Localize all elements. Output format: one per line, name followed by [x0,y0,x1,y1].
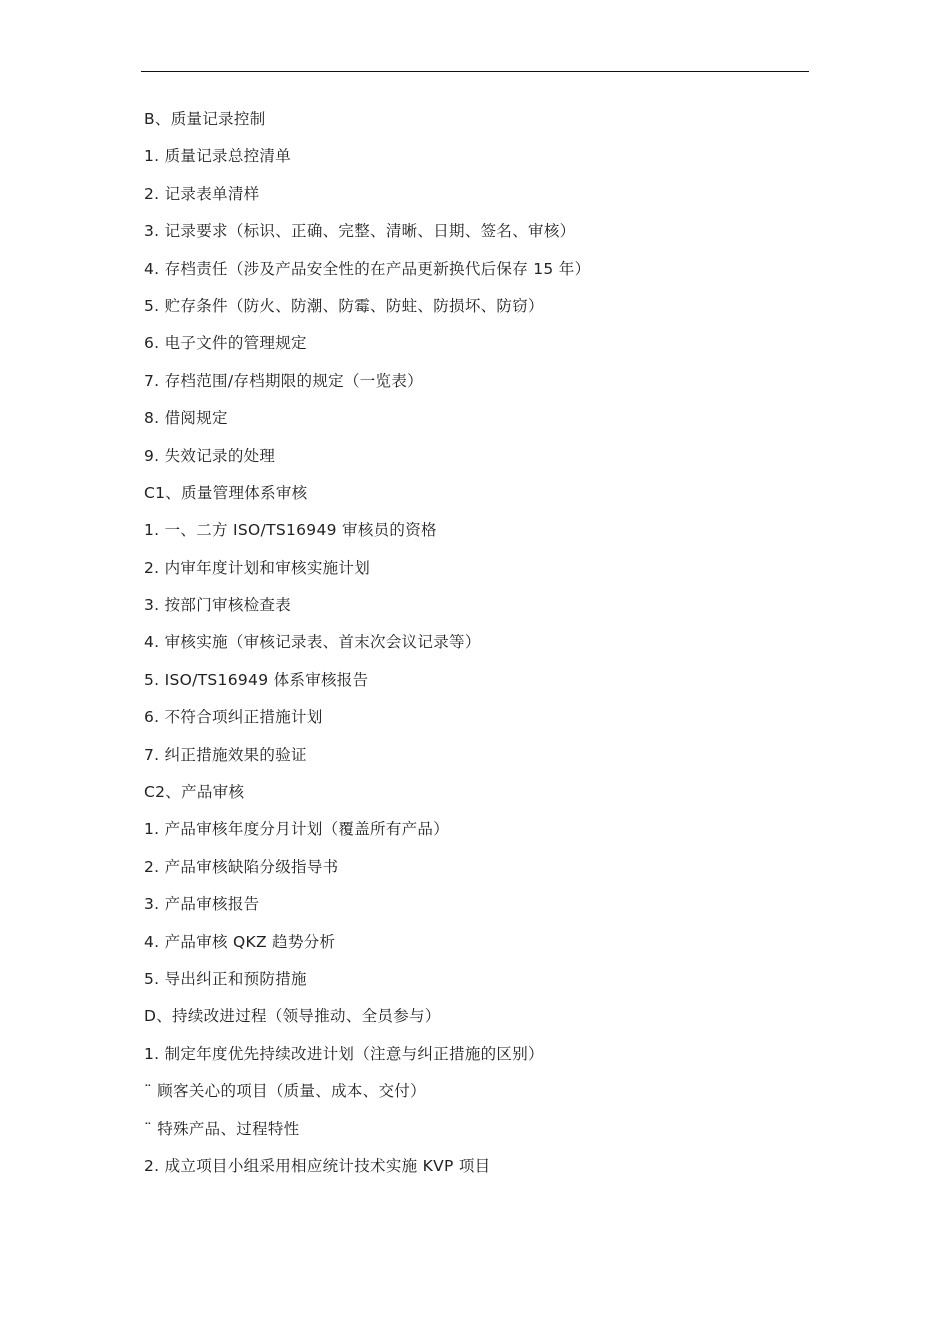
list-item: 1. 制定年度优先持续改进计划（注意与纠正措施的区别） [144,1044,544,1063]
bullet-item: ¨ 特殊产品、过程特性 [144,1119,300,1138]
list-item: 2. 记录表单清样 [144,184,260,203]
list-item: 3. 产品审核报告 [144,895,260,914]
list-item: 1. 一、二方 ISO/TS16949 审核员的资格 [144,521,437,540]
list-item: 3. 按部门审核检查表 [144,596,292,615]
list-item: 1. 产品审核年度分月计划（覆盖所有产品） [144,820,450,839]
list-item: 7. 存档范围/存档期限的规定（一览表） [144,371,423,390]
header-rule [141,71,809,72]
list-item: 1. 质量记录总控清单 [144,147,292,166]
list-item: 4. 产品审核 QKZ 趋势分析 [144,932,336,951]
section-heading-c2: C2、产品审核 [144,783,245,802]
list-item: 9. 失效记录的处理 [144,446,276,465]
list-item: 8. 借阅规定 [144,409,228,428]
list-item: 7. 纠正措施效果的验证 [144,745,307,764]
list-item: 5. ISO/TS16949 体系审核报告 [144,670,369,689]
list-item: 4. 存档责任（涉及产品安全性的在产品更新换代后保存 15 年） [144,259,591,278]
list-item: 2. 产品审核缺陷分级指导书 [144,857,339,876]
list-item: 5. 贮存条件（防火、防潮、防霉、防蛀、防损坏、防窃） [144,296,544,315]
section-heading-c1: C1、质量管理体系审核 [144,483,308,502]
list-item: 5. 导出纠正和预防措施 [144,969,307,988]
list-item: 6. 不符合项纠正措施计划 [144,708,323,727]
list-item: 2. 成立项目小组采用相应统计技术实施 KVP 项目 [144,1156,491,1175]
section-heading-d: D、持续改进过程（领导推动、全员参与） [144,1007,441,1026]
list-item: 4. 审核实施（审核记录表、首末次会议记录等） [144,633,481,652]
list-item: 3. 记录要求（标识、正确、完整、清晰、日期、签名、审核） [144,222,576,241]
list-item: 6. 电子文件的管理规定 [144,334,307,353]
document-body [144,106,804,1190]
bullet-item: ¨ 顾客关心的项目（质量、成本、交付） [144,1082,426,1101]
section-heading-b: B、质量记录控制 [144,110,266,128]
list-item: 2. 内审年度计划和审核实施计划 [144,558,371,577]
